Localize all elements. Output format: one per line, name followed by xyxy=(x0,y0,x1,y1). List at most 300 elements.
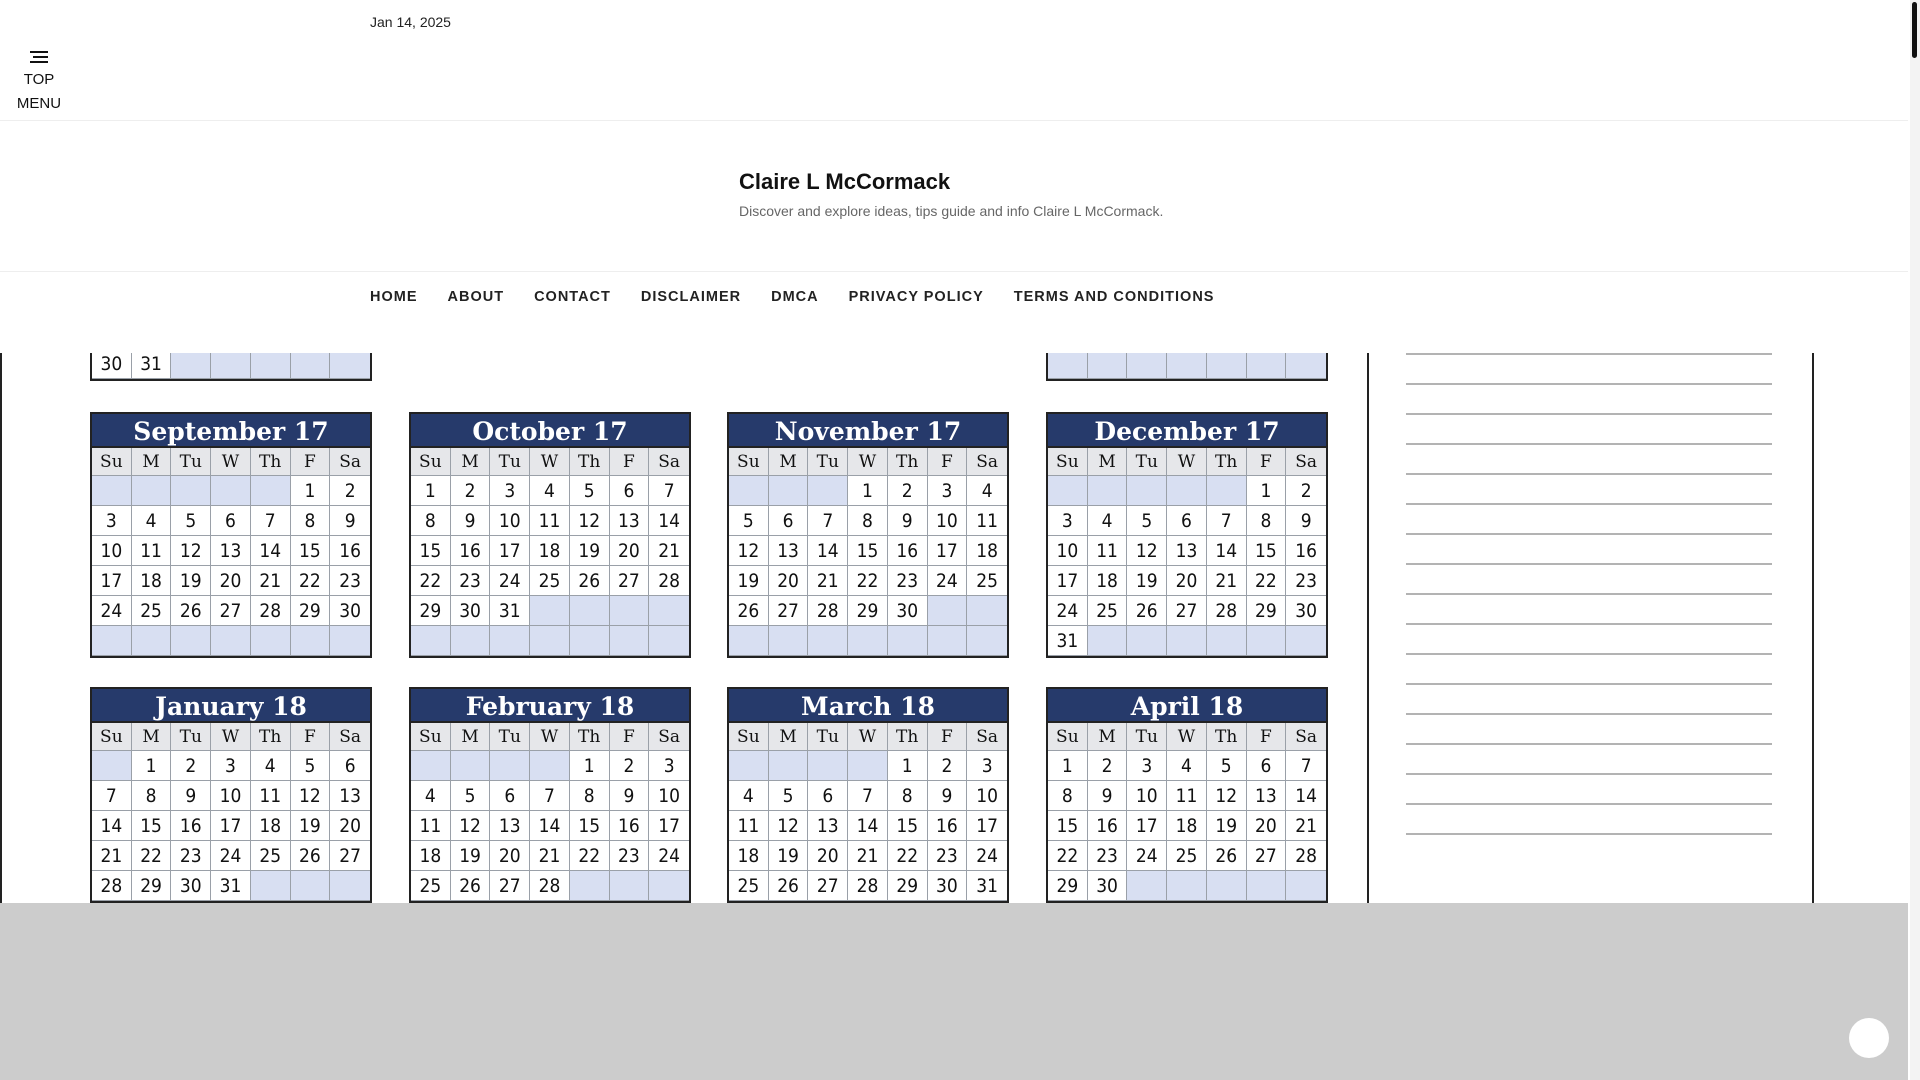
site-header xyxy=(0,121,1908,272)
day-cell: 26 xyxy=(451,871,491,901)
day-cell: 12 xyxy=(1207,781,1247,811)
weekday-label: Sa xyxy=(967,723,1007,751)
note-line xyxy=(1406,563,1772,565)
empty-day-cell xyxy=(1247,353,1287,379)
empty-day-cell xyxy=(808,626,848,656)
day-cell: 5 xyxy=(291,751,331,781)
weekday-label: W xyxy=(211,723,251,751)
day-cell: 20 xyxy=(211,566,251,596)
day-cell: 6 xyxy=(330,751,370,781)
note-line xyxy=(1406,473,1772,475)
main-nav xyxy=(370,272,1214,322)
empty-day-cell xyxy=(92,751,132,781)
month-grid xyxy=(1046,448,1328,658)
weekday-label: M xyxy=(132,723,172,751)
day-cell: 28 xyxy=(1207,596,1247,626)
day-cell: 5 xyxy=(570,476,610,506)
day-cell: 20 xyxy=(490,841,530,871)
day-cell: 30 xyxy=(92,353,132,379)
day-cell: 7 xyxy=(649,476,689,506)
weekday-label: F xyxy=(610,448,650,476)
viewer-left-border xyxy=(0,353,2,903)
day-cell: 21 xyxy=(530,841,570,871)
day-cell: 12 xyxy=(291,781,331,811)
empty-day-cell xyxy=(330,626,370,656)
note-line xyxy=(1406,653,1772,655)
day-cell: 27 xyxy=(1247,841,1287,871)
day-cell: 5 xyxy=(729,506,769,536)
day-cell: 18 xyxy=(411,841,451,871)
day-cell: 27 xyxy=(330,841,370,871)
note-line xyxy=(1406,413,1772,415)
empty-day-cell xyxy=(1127,353,1167,379)
nav-terms-and-conditions[interactable]: TERMS AND CONDITIONS xyxy=(1013,289,1215,305)
day-cell: 19 xyxy=(570,536,610,566)
empty-day-cell xyxy=(451,626,491,656)
day-cell: 19 xyxy=(451,841,491,871)
day-cell: 1 xyxy=(291,476,331,506)
month-title: March 18 xyxy=(727,687,1009,723)
day-cell: 28 xyxy=(649,566,689,596)
note-line xyxy=(1406,503,1772,505)
day-cell: 15 xyxy=(291,536,331,566)
day-cell: 7 xyxy=(1207,506,1247,536)
day-cell: 9 xyxy=(1286,506,1326,536)
day-cell: 2 xyxy=(171,751,211,781)
day-cell: 23 xyxy=(330,566,370,596)
empty-day-cell xyxy=(171,626,211,656)
day-cell: 10 xyxy=(1048,536,1088,566)
day-cell: 2 xyxy=(1088,751,1128,781)
day-cell: 6 xyxy=(769,506,809,536)
day-cell: 7 xyxy=(808,506,848,536)
weekday-label: Su xyxy=(92,723,132,751)
day-cell: 9 xyxy=(610,781,650,811)
day-cell: 22 xyxy=(888,841,928,871)
day-cell: 27 xyxy=(211,596,251,626)
day-cell: 4 xyxy=(1088,506,1128,536)
empty-day-cell xyxy=(1088,626,1128,656)
day-cell: 14 xyxy=(848,811,888,841)
note-line xyxy=(1406,773,1772,775)
day-cell: 18 xyxy=(1088,566,1128,596)
day-cell: 17 xyxy=(1048,566,1088,596)
day-cell: 23 xyxy=(1286,566,1326,596)
month-grid xyxy=(409,723,691,903)
day-cell: 3 xyxy=(92,506,132,536)
note-line xyxy=(1406,743,1772,745)
day-cell: 23 xyxy=(610,841,650,871)
empty-day-cell xyxy=(610,596,650,626)
day-cell: 29 xyxy=(132,871,172,901)
empty-day-cell xyxy=(411,626,451,656)
site-title[interactable]: Claire L McCormack xyxy=(739,169,951,194)
weekday-label: Th xyxy=(570,723,610,751)
day-cell: 16 xyxy=(888,536,928,566)
nav-dmca[interactable]: DMCA xyxy=(771,289,819,305)
day-cell: 10 xyxy=(928,506,968,536)
day-cell: 24 xyxy=(1127,841,1167,871)
day-cell: 19 xyxy=(171,566,211,596)
day-cell: 16 xyxy=(330,536,370,566)
empty-day-cell xyxy=(1247,626,1287,656)
empty-day-cell xyxy=(649,596,689,626)
day-cell: 7 xyxy=(1286,751,1326,781)
day-cell: 3 xyxy=(211,751,251,781)
top-menu-button[interactable] xyxy=(14,44,64,116)
month-title: September 17 xyxy=(90,412,372,448)
weekday-label: Sa xyxy=(967,448,1007,476)
weekday-label: Th xyxy=(1207,448,1247,476)
day-cell: 8 xyxy=(888,781,928,811)
empty-day-cell xyxy=(967,626,1007,656)
empty-day-cell xyxy=(570,596,610,626)
weekday-label: W xyxy=(211,448,251,476)
empty-day-cell xyxy=(848,751,888,781)
day-cell: 9 xyxy=(451,506,491,536)
empty-day-cell xyxy=(1286,626,1326,656)
empty-day-cell xyxy=(848,626,888,656)
day-cell: 29 xyxy=(848,596,888,626)
day-cell: 9 xyxy=(1088,781,1128,811)
weekday-label: M xyxy=(1088,448,1128,476)
day-cell: 8 xyxy=(1048,781,1088,811)
weekday-label: Th xyxy=(888,448,928,476)
day-cell: 9 xyxy=(888,506,928,536)
note-line xyxy=(1406,443,1772,445)
day-cell: 4 xyxy=(251,751,291,781)
day-cell: 15 xyxy=(848,536,888,566)
day-cell: 29 xyxy=(1247,596,1287,626)
month-calendar xyxy=(90,412,372,658)
empty-day-cell xyxy=(530,596,570,626)
day-cell: 16 xyxy=(928,811,968,841)
viewer-right-border xyxy=(1812,353,1814,903)
day-cell: 24 xyxy=(490,566,530,596)
day-cell: 31 xyxy=(490,596,530,626)
empty-day-cell xyxy=(530,626,570,656)
day-cell: 29 xyxy=(291,596,331,626)
day-cell: 11 xyxy=(251,781,291,811)
month-grid xyxy=(90,723,372,903)
day-cell: 13 xyxy=(808,811,848,841)
day-cell: 20 xyxy=(330,811,370,841)
month-title: November 17 xyxy=(727,412,1009,448)
weekday-label: Sa xyxy=(1286,448,1326,476)
day-cell: 14 xyxy=(808,536,848,566)
weekday-label: Tu xyxy=(171,448,211,476)
day-cell: 26 xyxy=(171,596,211,626)
day-cell: 12 xyxy=(570,506,610,536)
day-cell: 30 xyxy=(330,596,370,626)
day-cell: 19 xyxy=(729,566,769,596)
note-line xyxy=(1406,803,1772,805)
day-cell: 15 xyxy=(1048,811,1088,841)
empty-day-cell xyxy=(330,353,370,379)
day-cell: 4 xyxy=(530,476,570,506)
empty-day-cell xyxy=(729,626,769,656)
note-line xyxy=(1406,593,1772,595)
day-cell: 26 xyxy=(1207,841,1247,871)
empty-day-cell xyxy=(649,871,689,901)
empty-day-cell xyxy=(251,626,291,656)
day-cell: 8 xyxy=(132,781,172,811)
day-cell: 24 xyxy=(967,841,1007,871)
day-cell: 23 xyxy=(451,566,491,596)
weekday-label: Th xyxy=(570,448,610,476)
day-cell: 5 xyxy=(769,781,809,811)
empty-day-cell xyxy=(649,626,689,656)
day-cell: 25 xyxy=(132,596,172,626)
nav-home[interactable]: HOME xyxy=(370,289,418,305)
empty-day-cell xyxy=(291,626,331,656)
day-cell: 1 xyxy=(411,476,451,506)
day-cell: 18 xyxy=(729,841,769,871)
empty-day-cell xyxy=(1048,353,1088,379)
day-cell: 14 xyxy=(649,506,689,536)
day-cell: 2 xyxy=(330,476,370,506)
day-cell: 3 xyxy=(967,751,1007,781)
day-cell: 16 xyxy=(451,536,491,566)
day-cell: 14 xyxy=(1286,781,1326,811)
day-cell: 24 xyxy=(649,841,689,871)
day-cell: 4 xyxy=(411,781,451,811)
day-cell: 16 xyxy=(1286,536,1326,566)
empty-day-cell xyxy=(1207,626,1247,656)
day-cell: 25 xyxy=(411,871,451,901)
day-cell: 5 xyxy=(1207,751,1247,781)
day-cell: 17 xyxy=(211,811,251,841)
weekday-label: M xyxy=(451,448,491,476)
weekday-label: Su xyxy=(729,448,769,476)
day-cell: 22 xyxy=(1048,841,1088,871)
day-cell: 4 xyxy=(1167,751,1207,781)
day-cell: 14 xyxy=(1207,536,1247,566)
day-cell: 22 xyxy=(411,566,451,596)
empty-day-cell xyxy=(967,596,1007,626)
day-cell: 19 xyxy=(1207,811,1247,841)
weekday-label: Su xyxy=(1048,448,1088,476)
empty-day-cell xyxy=(729,476,769,506)
weekday-label: Tu xyxy=(1127,723,1167,751)
scrollbar-thumb[interactable] xyxy=(1912,2,1917,58)
nav-contact[interactable]: CONTACT xyxy=(534,289,611,305)
day-cell: 23 xyxy=(171,841,211,871)
weekday-label: Su xyxy=(411,723,451,751)
month-calendar xyxy=(90,687,372,903)
day-cell: 15 xyxy=(888,811,928,841)
day-cell: 28 xyxy=(848,871,888,901)
day-cell: 6 xyxy=(490,781,530,811)
weekday-label: W xyxy=(1167,448,1207,476)
day-cell: 13 xyxy=(330,781,370,811)
day-cell: 29 xyxy=(411,596,451,626)
weekday-label: Tu xyxy=(171,723,211,751)
day-cell: 6 xyxy=(808,781,848,811)
day-cell: 4 xyxy=(729,781,769,811)
day-cell: 28 xyxy=(530,871,570,901)
day-cell: 10 xyxy=(649,781,689,811)
floating-action-button[interactable] xyxy=(1849,1018,1889,1058)
day-cell: 12 xyxy=(729,536,769,566)
day-cell: 13 xyxy=(490,811,530,841)
day-cell: 30 xyxy=(888,596,928,626)
month-title: October 17 xyxy=(409,412,691,448)
weekday-label: Th xyxy=(888,723,928,751)
day-cell: 8 xyxy=(1247,506,1287,536)
note-line xyxy=(1406,623,1772,625)
day-cell: 8 xyxy=(848,506,888,536)
weekday-label: Tu xyxy=(490,448,530,476)
weekday-label: M xyxy=(1088,723,1128,751)
empty-day-cell xyxy=(490,626,530,656)
top-menu-label: TOP MENU xyxy=(16,71,62,112)
month-title: December 17 xyxy=(1046,412,1328,448)
day-cell: 12 xyxy=(451,811,491,841)
empty-day-cell xyxy=(769,476,809,506)
day-cell: 6 xyxy=(1247,751,1287,781)
weekday-label: Su xyxy=(411,448,451,476)
day-cell: 21 xyxy=(848,841,888,871)
note-line xyxy=(1406,713,1772,715)
day-cell: 2 xyxy=(888,476,928,506)
day-cell: 27 xyxy=(1167,596,1207,626)
day-cell: 20 xyxy=(1167,566,1207,596)
weekday-label: F xyxy=(1247,448,1287,476)
empty-day-cell xyxy=(888,626,928,656)
empty-day-cell xyxy=(1286,353,1326,379)
day-cell: 4 xyxy=(967,476,1007,506)
day-cell: 20 xyxy=(1247,811,1287,841)
empty-day-cell xyxy=(291,871,331,901)
empty-day-cell xyxy=(808,476,848,506)
day-cell: 1 xyxy=(1247,476,1287,506)
nav-privacy-policy[interactable]: PRIVACY POLICY xyxy=(848,289,984,305)
day-cell: 27 xyxy=(490,871,530,901)
viewer-divider xyxy=(1367,353,1369,903)
day-cell: 3 xyxy=(1127,751,1167,781)
day-cell: 22 xyxy=(132,841,172,871)
day-cell: 11 xyxy=(1088,536,1128,566)
day-cell: 25 xyxy=(729,871,769,901)
note-line xyxy=(1406,833,1772,835)
weekday-label: Sa xyxy=(330,723,370,751)
weekday-label: Th xyxy=(251,723,291,751)
nav-about[interactable]: ABOUT xyxy=(447,289,505,305)
day-cell: 13 xyxy=(610,506,650,536)
day-cell: 19 xyxy=(1127,566,1167,596)
day-cell: 25 xyxy=(1088,596,1128,626)
day-cell: 16 xyxy=(610,811,650,841)
weekday-label: W xyxy=(1167,723,1207,751)
weekday-label: W xyxy=(848,448,888,476)
month-title: April 18 xyxy=(1046,687,1328,723)
empty-day-cell xyxy=(769,751,809,781)
day-cell: 2 xyxy=(451,476,491,506)
empty-day-cell xyxy=(251,476,291,506)
day-cell: 18 xyxy=(132,566,172,596)
day-cell: 6 xyxy=(1167,506,1207,536)
nav-disclaimer[interactable]: DISCLAIMER xyxy=(640,289,742,305)
empty-day-cell xyxy=(171,353,211,379)
day-cell: 8 xyxy=(411,506,451,536)
day-cell: 24 xyxy=(928,566,968,596)
day-cell: 7 xyxy=(251,506,291,536)
page-scrollbar[interactable] xyxy=(1910,0,1920,1080)
day-cell: 1 xyxy=(570,751,610,781)
day-cell: 21 xyxy=(808,566,848,596)
weekday-label: Tu xyxy=(490,723,530,751)
empty-day-cell xyxy=(769,626,809,656)
day-cell: 15 xyxy=(1247,536,1287,566)
day-cell: 27 xyxy=(769,596,809,626)
day-cell: 23 xyxy=(1088,841,1128,871)
empty-day-cell xyxy=(211,476,251,506)
note-line xyxy=(1406,683,1772,685)
day-cell: 25 xyxy=(530,566,570,596)
empty-day-cell xyxy=(1127,476,1167,506)
day-cell: 21 xyxy=(1207,566,1247,596)
day-cell: 17 xyxy=(92,566,132,596)
note-line xyxy=(1406,533,1772,535)
day-cell: 17 xyxy=(928,536,968,566)
day-cell: 11 xyxy=(967,506,1007,536)
day-cell: 5 xyxy=(1127,506,1167,536)
day-cell: 31 xyxy=(132,353,172,379)
day-cell: 23 xyxy=(928,841,968,871)
weekday-label: F xyxy=(291,723,331,751)
day-cell: 10 xyxy=(967,781,1007,811)
day-cell: 18 xyxy=(1167,811,1207,841)
weekday-label: M xyxy=(769,448,809,476)
weekday-label: Sa xyxy=(649,448,689,476)
empty-day-cell xyxy=(211,353,251,379)
empty-day-cell xyxy=(928,626,968,656)
day-cell: 13 xyxy=(1167,536,1207,566)
empty-day-cell xyxy=(1207,353,1247,379)
day-cell: 31 xyxy=(967,871,1007,901)
hamburger-icon xyxy=(27,46,51,68)
day-cell: 9 xyxy=(330,506,370,536)
day-cell: 28 xyxy=(1286,841,1326,871)
month-title: February 18 xyxy=(409,687,691,723)
day-cell: 19 xyxy=(769,841,809,871)
day-cell: 15 xyxy=(411,536,451,566)
day-cell: 29 xyxy=(888,871,928,901)
day-cell: 30 xyxy=(171,871,211,901)
day-cell: 3 xyxy=(649,751,689,781)
partial-month-block xyxy=(90,353,372,381)
day-cell: 24 xyxy=(211,841,251,871)
day-cell: 18 xyxy=(251,811,291,841)
month-grid xyxy=(727,448,1009,658)
day-cell: 24 xyxy=(1048,596,1088,626)
day-cell: 26 xyxy=(570,566,610,596)
day-cell: 7 xyxy=(848,781,888,811)
empty-day-cell xyxy=(451,751,491,781)
empty-day-cell xyxy=(808,751,848,781)
day-cell: 2 xyxy=(928,751,968,781)
day-cell: 17 xyxy=(649,811,689,841)
day-cell: 22 xyxy=(570,841,610,871)
weekday-label: Sa xyxy=(330,448,370,476)
day-cell: 12 xyxy=(171,536,211,566)
empty-day-cell xyxy=(1247,871,1287,901)
day-cell: 1 xyxy=(1048,751,1088,781)
empty-day-cell xyxy=(1088,353,1128,379)
empty-day-cell xyxy=(132,476,172,506)
weekday-label: F xyxy=(928,448,968,476)
